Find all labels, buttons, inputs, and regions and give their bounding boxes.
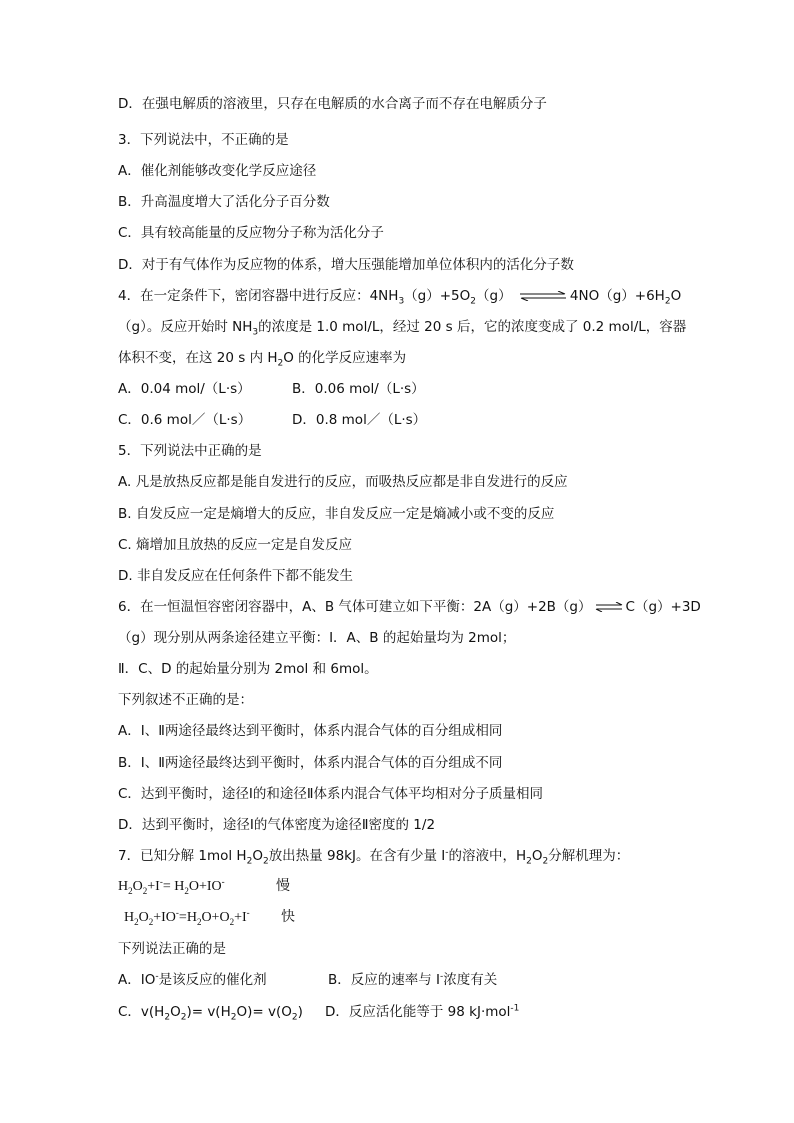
q6-option-a: A．Ⅰ、Ⅱ两途径最终达到平衡时，体系内混合气体的百分组成相同: [118, 723, 503, 739]
q4-option-a: A．0.04 mol/（L·s）: [118, 381, 251, 397]
q5-option-c: C. 熵增加且放热的反应一定是自发反应: [118, 537, 353, 553]
q4-options-ab: [118, 379, 425, 399]
q7-option-a: A．IO-是该反应的催化剂: [118, 971, 267, 988]
q6-option-c: C．达到平衡时，途径Ⅰ的和途径Ⅱ体系内混合气体平均相对分子质量相同: [118, 786, 544, 802]
q5-option-d: D. 非自发反应在任何条件下都不能发生: [118, 568, 353, 584]
speed-label-fast: 快: [281, 910, 295, 925]
equilibrium-arrow-icon: [518, 291, 568, 301]
q4-stem-line2: （g）。反应开始时 $NH_3$的浓度是 1.0 mol/L，经过 20 s 后，它的浓度变成了 0.2 mol/L，容器: [118, 319, 687, 338]
q5-stem: 5．下列说法中正确的是: [118, 443, 262, 459]
q6-option-b: B．Ⅰ、Ⅱ两途径最终达到平衡时，体系内混合气体的百分组成不同: [118, 755, 503, 771]
q3-option-d: D．对于有气体作为反应物的体系，增大压强能增加单位体积内的活化分子数: [118, 257, 574, 273]
q3-option-a: A．催化剂能够改变化学反应途径: [118, 163, 317, 179]
q4-stem-line3: 体积不变，在这 20 s 内 $H_2O$ 的化学反应速率为: [118, 350, 407, 369]
q6-stem-line4: 下列叙述不正确的是：: [118, 692, 253, 708]
q3-option-b: B．升高温度增大了活化分子百分数: [118, 194, 330, 210]
speed-label-slow: 慢: [276, 879, 290, 894]
q7-equation-slow: $H_2O_2+I^-= H_2O+IO^-$ 慢: [118, 876, 290, 896]
q7-equation-fast: $H_2O_2+IO^-=H_2O+O_2+I^-$ 快: [124, 907, 295, 927]
q4-option-b: B．0.06 mol/（L·s）: [292, 381, 425, 397]
q2-option-d: D．在强电解质的溶液里，只存在电解质的水合离子而不存在电解质分子: [118, 96, 547, 112]
q7-stem: 7．已知分解 1mol $H_2O_2$放出热量 98kJ。在含有少量 I-的溶液中，$H_2O_2$分解机理为：: [118, 847, 630, 867]
q6-stem-line1: 6．在一恒温恒容密闭容器中，A、B 气体可建立如下平衡：2A（g）+2B（g） C（g）+3D: [118, 599, 701, 615]
q5-option-a: A. 凡是放热反应都是能自发进行的反应，而吸热反应都是非自发进行的反应: [118, 474, 568, 490]
q7-option-d: D．反应活化能等于 98 kJ·mol$^{-1}$: [325, 1003, 520, 1020]
q5-option-b: B. 自发反应一定是熵增大的反应，非自发反应一定是熵减小或不变的反应: [118, 506, 555, 522]
q4-stem-line1: 4．在一定条件下，密闭容器中进行反应：$4NH_3(g)+5O_2(g)$ $4NO(g)+6H_2O$: [118, 288, 682, 307]
q7-options-cd: [118, 1002, 519, 1022]
equilibrium-arrow-icon: [594, 602, 624, 612]
q4-option-c: C．0.6 mol／（L·s）: [118, 412, 252, 428]
q7-options-ab: [118, 970, 497, 990]
q6-stem-line2: （g）现分别从两条途径建立平衡：Ⅰ．A、B 的起始量均为 2mol；: [118, 630, 516, 646]
q7-option-c: C．$v(H_2O_2)= v(H_2O)= v(O_2)$: [118, 1004, 303, 1023]
q3-option-c: C．具有较高能量的反应物分子称为活化分子: [118, 225, 384, 241]
q4-options-cd: [118, 410, 426, 430]
q7-ask: 下列说法正确的是: [118, 941, 226, 957]
q3-stem: 3．下列说法中，不正确的是: [118, 132, 289, 148]
q4-option-d: D．0.8 mol／（L·s）: [292, 412, 427, 428]
q6-stem-line3: Ⅱ．C、D 的起始量分别为 2mol 和 6mol。: [118, 661, 378, 677]
q7-option-b: B．反应的速率与 I-浓度有关: [328, 971, 498, 988]
q6-option-d: D．达到平衡时，途径Ⅰ的气体密度为途径Ⅱ密度的 1/2: [118, 817, 436, 833]
